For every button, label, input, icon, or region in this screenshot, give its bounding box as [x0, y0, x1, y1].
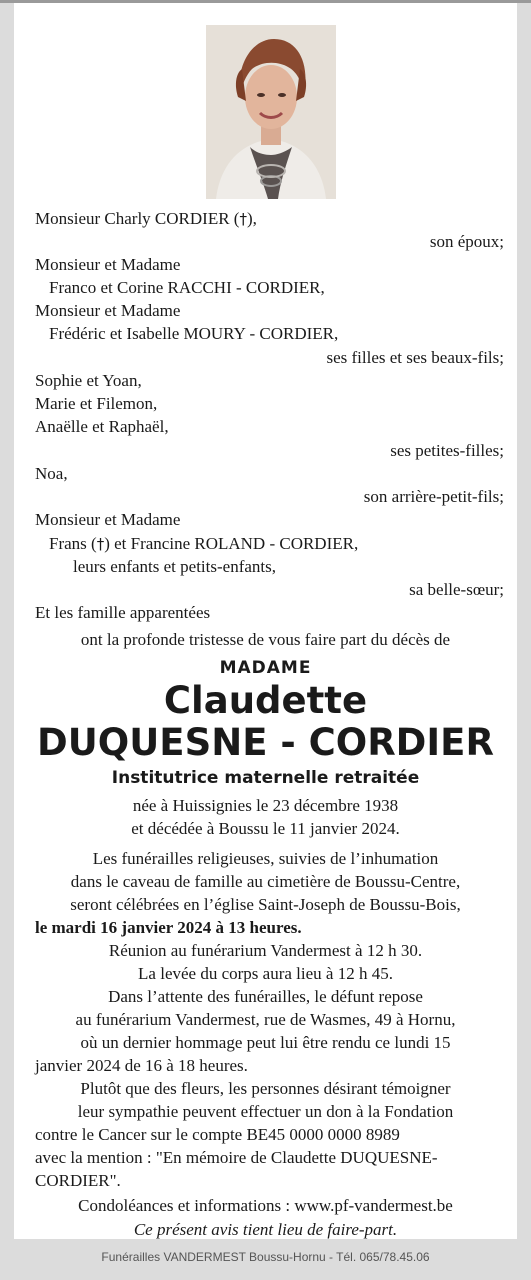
family-line-15: [49, 533, 358, 555]
funeral-line-10: janvier 2024 de 16 à 18 heures.: [35, 1056, 248, 1075]
family-line-4: Franco et Corine RACCHI - CORDIER,: [49, 278, 325, 297]
family-line-3: Monsieur et Madame: [35, 255, 181, 274]
cross-icon: †: [239, 210, 247, 228]
footer: Funérailles VANDERMEST Boussu-Hornu - Tél. 065/78.45.06: [101, 1250, 430, 1264]
family-line-12: Noa,: [35, 464, 68, 483]
family-line-16: leurs enfants et petits-enfants,: [73, 557, 276, 576]
funeral-line-15: CORDIER".: [35, 1171, 121, 1190]
family-line-10: Anaëlle et Raphaël,: [35, 417, 169, 436]
family-line-14: Monsieur et Madame: [35, 510, 181, 529]
deceased-last-name: DUQUESNE - CORDIER: [37, 721, 494, 764]
funeral-line-13: contre le Cancer sur le compte BE45 0000 0000 8989: [35, 1125, 400, 1144]
deceased-first-name: Claudette: [163, 679, 368, 722]
family-line-8: Sophie et Yoan,: [35, 371, 142, 390]
relation-daughters: ses filles et ses beaux-fils;: [326, 348, 504, 367]
portrait-photo: [206, 25, 336, 199]
funeral-line-1: Les funérailles religieuses, suivies de l’inhumation: [92, 849, 439, 868]
family-line-husband: [35, 208, 257, 230]
relation-spouse: son époux;: [429, 232, 504, 251]
funeral-line-6: La levée du corps aura lieu à 12 h 45.: [138, 964, 393, 983]
relation-sister-in-law: sa belle-sœur;: [409, 580, 504, 599]
deceased-profession: Institutrice maternelle retraitée: [111, 768, 420, 788]
funeral-line-12: leur sympathie peuvent effectuer un don à la Fondation: [77, 1102, 454, 1121]
funeral-line-9: où un dernier hommage peut lui être rendu ce lundi 15: [80, 1033, 451, 1052]
notice-line: Ce présent avis tient lieu de faire-part.: [133, 1220, 398, 1239]
family-line-18: Et les famille apparentées: [35, 603, 211, 622]
deceased-title: MADAME: [219, 658, 312, 678]
funeral-line-14: avec la mention : "En mémoire de Claudette DUQUESNE-: [35, 1148, 438, 1167]
relation-great-grandson: son arrière-petit-fils;: [363, 487, 504, 506]
condolences-line: Condoléances et informations : www.pf-vandermest.be: [78, 1196, 453, 1215]
birth-line: née à Huissignies le 23 décembre 1938: [132, 796, 399, 815]
announcement-line: ont la profonde tristesse de vous faire part du décès de: [80, 630, 451, 649]
frans-name-end: ) et Francine ROLAND - CORDIER,: [104, 534, 359, 553]
death-line: et décédée à Boussu le 11 janvier 2024.: [131, 819, 400, 838]
cross-icon: †: [96, 535, 105, 553]
funeral-line-11: Plutôt que des fleurs, les personnes désirant témoigner: [80, 1079, 451, 1098]
funeral-line-3: seront célébrées en l’église Saint-Joseph de Boussu-Bois,: [70, 895, 461, 914]
husband-name: Monsieur Charly CORDIER (: [35, 209, 240, 228]
family-line-9: Marie et Filemon,: [35, 394, 158, 413]
funeral-line-8: au funérarium Vandermest, rue de Wasmes, 49 à Hornu,: [75, 1010, 456, 1029]
portrait-illustration: [206, 25, 336, 199]
family-line-5: Monsieur et Madame: [35, 301, 181, 320]
funeral-line-5: Réunion au funérarium Vandermest à 12 h 30.: [108, 941, 423, 960]
funeral-line-2: dans le caveau de famille au cimetière de Boussu-Centre,: [70, 872, 461, 891]
husband-name-end: ),: [246, 209, 257, 228]
funeral-date: le mardi 16 janvier 2024 à 13 heures.: [35, 918, 302, 937]
relation-granddaughters: ses petites-filles;: [390, 441, 504, 460]
family-line-6: Frédéric et Isabelle MOURY - CORDIER,: [49, 324, 339, 343]
funeral-line-7: Dans l’attente des funérailles, le défunt repose: [108, 987, 423, 1006]
frans-name: Frans (: [49, 534, 97, 553]
